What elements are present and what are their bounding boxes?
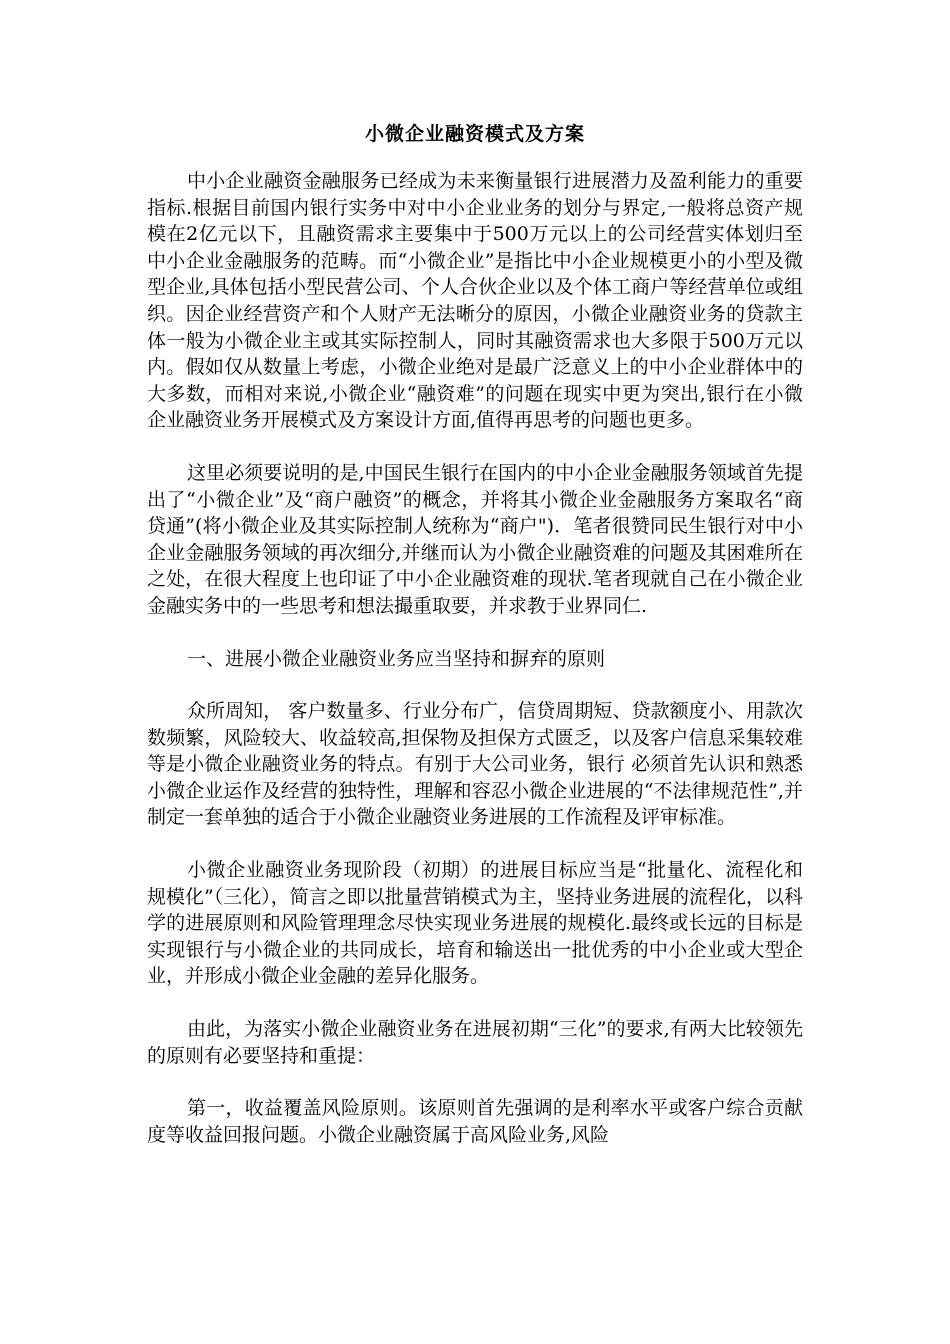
- paragraph-minsheng: 这里必须要说明的是,中国民生银行在国内的中小企业金融服务领域首先提出了“小微企业”及“商户融资”的概念，并将其小微企业金融服务方案取名“商贷通”(将小微企业及其实际控制人统称为“商户")．笔者很赞同民生银行对中小企业金融服务领域的再次细分,并继而认为小微企业融资难的问题及其困难所在之处，在很大程度上也印证了中小企业融资难的现状.笔者现就自己在小微企业金融实务中的一些思考和想法撮重取要，并求教于业界同仁.: [147, 461, 803, 617]
- paragraph-characteristics: 众所周知， 客户数量多、行业分布广，信贷周期短、贷款额度小、用款次数频繁，风险较大、收益较高,担保物及担保方式匮乏，以及客户信息采集较难等是小微企业融资业务的特点。有别于大公司业务，银行 必须首先认识和熟悉小微企业运作及经营的独特性，理解和容忍小微企业进展的“不法律规范性”,并制定一套单独的适合于小微企业融资业务进展的工作流程及评审标准。: [147, 700, 803, 829]
- paragraph-goals: 小微企业融资业务现阶段（初期）的进展目标应当是“批量化、流程化和规模化”（三化），简言之即以批量营销模式为主，坚持业务进展的流程化，以科学的进展原则和风险管理理念尽快实现业务进展的规模化.最终或长远的目标是实现银行与小微企业的共同成长，培育和输送出一批优秀的中小企业或大型企业，并形成小微企业金融的差异化服务。: [147, 859, 803, 988]
- paragraph-principles-intro: 由此，为落实小微企业融资业务在进展初期“三化”的要求,有两大比较领先的原则有必要坚持和重提：: [147, 1018, 803, 1067]
- document-page: [147, 118, 803, 1174]
- paragraph-first-principle: 第一，收益覆盖风险原则。该原则首先强调的是利率水平或客户综合贡献度等收益回报问题。小微企业融资属于高风险业务,风险: [147, 1097, 803, 1146]
- section-heading: 一、进展小微企业融资业务应当坚持和摒弃的原则: [187, 647, 606, 670]
- paragraph-intro: 中小企业融资金融服务已经成为未来衡量银行进展潜力及盈利能力的重要指标.根据目前国内银行实务中对中小企业业务的划分与界定,一般将总资产规模在2亿元以下，且融资需求主要集中于500万元以上的公司经营实体划归至中小企业金融服务的范畴。而“小微企业”是指比中小企业规模更小的小型及微型企业,具体包括小型民营公司、个人合伙企业以及个体工商户等经营单位或组织。因企业经营资产和个人财产无法晰分的原因，小微企业融资业务的贷款主体一般为小微企业主或其实际控制人，同时其融资需求也大多限于500万元以内。假如仅从数量上考虑，小微企业绝对是最广泛意义上的中小企业群体中的大多数，而相对来说,小微企业“融资难”的问题在现实中更为突出,银行在小微企业融资业务开展模式及方案设计方面,值得再思考的问题也更多。: [147, 170, 803, 432]
- document-title: 小微企业融资模式及方案: [364, 123, 585, 145]
